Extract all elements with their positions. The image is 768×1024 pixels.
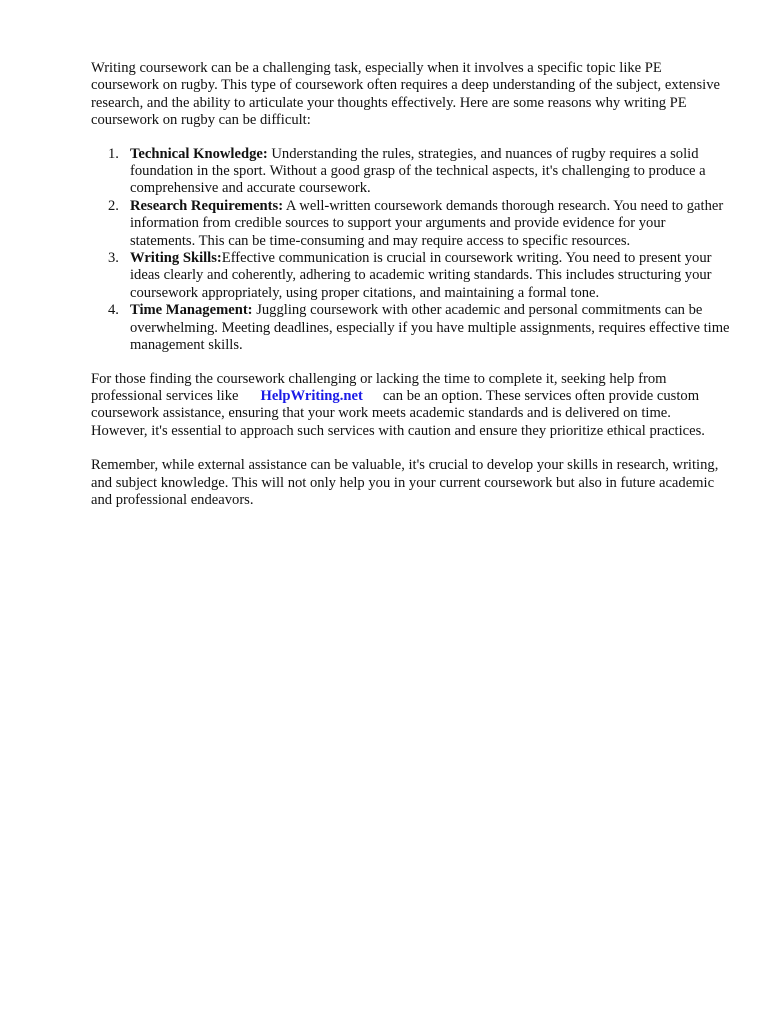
reasons-list [91, 146, 731, 355]
list-item [91, 146, 731, 198]
list-item-number: 2. [108, 197, 119, 214]
list-item-text: Understanding the rules, strategies, and nuances of rugby requires a solid foundation in the sport. Without a good grasp of the technical aspects, it's challenging to produce a comprehensive and accurate coursework. [130, 145, 706, 197]
closing-paragraph: Remember, while external assistance can be valuable, it's crucial to develop your skills in research, writing, and subject knowledge. This will not only help you in your current coursework but also in future academic and professional endeavors. [91, 457, 719, 508]
list-item [91, 198, 731, 250]
list-item-number: 4. [108, 302, 119, 319]
list-item-number: 1. [108, 145, 119, 162]
list-item-text: Effective communication is crucial in coursework writing. You need to present your ideas clearly and coherently, adhering to academic writing standards. This includes structuring your coursework appropriately, using proper citations, and maintaining a formal tone. [130, 250, 712, 301]
list-item [91, 302, 731, 354]
help-text-after-link: can be an option. These services often provide custom coursework assistance, ensuring that your work meets academic standards and is delivered on time. However, it's essential to approach such services with caution and ensure they prioritize ethical practices. [91, 387, 705, 439]
intro-paragraph: Writing coursework can be a challenging task, especially when it involves a specific topic like PE coursework on rugby. This type of coursework often requires a deep understanding of the subject, extensive research, and the ability to articulate your thoughts effectively. Here are some reasons why writing PE coursework on rugby can be difficult: [91, 60, 720, 129]
list-item-title: Research Requirements: [130, 197, 284, 214]
list-item-number: 3. [108, 250, 119, 267]
list-item-title: Time Management: [130, 302, 253, 319]
list-item-title: Writing Skills: [130, 250, 222, 267]
help-text-before-link: For those finding the coursework challenging or lacking the time to complete it, seeking help from professional services like [91, 370, 667, 404]
list-item [91, 250, 731, 302]
document-body [91, 60, 731, 509]
help-paragraph [91, 371, 731, 441]
helpwriting-link[interactable]: HelpWriting.net [260, 387, 363, 404]
list-item-text: A well-written coursework demands thorough research. You need to gather information from credible sources to support your arguments and provide evidence for your statements. This can be time-consuming and may require access to specific resources. [130, 197, 724, 249]
list-item-text: Juggling coursework with other academic and personal commitments can be overwhelming. Meeting deadlines, especially if you have multiple assignments, requires effective time management skills. [130, 302, 730, 354]
list-item-title: Technical Knowledge: [130, 145, 268, 162]
